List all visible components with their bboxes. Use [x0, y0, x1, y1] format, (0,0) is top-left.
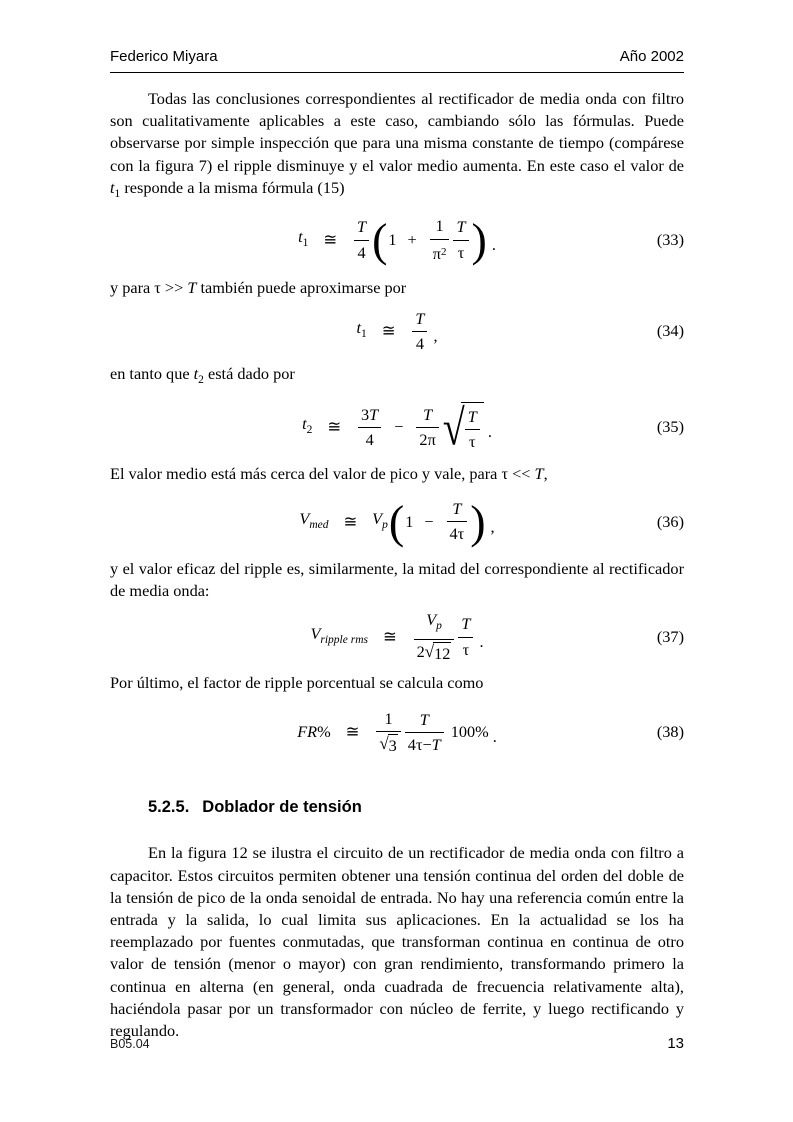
section-number: 5.2.5.	[148, 798, 190, 817]
equation-number: (37)	[656, 626, 684, 646]
percent-sign: %	[317, 722, 331, 742]
fraction-numerator: T	[357, 217, 367, 237]
math-var: FR	[297, 722, 318, 742]
radicand: 3	[388, 734, 398, 757]
fraction-denominator: 4	[354, 240, 369, 264]
fraction-numerator: T	[467, 406, 477, 426]
inline-math-var: t	[110, 177, 115, 197]
fraction-denominator: 4	[358, 427, 381, 451]
math-pi: π	[432, 243, 441, 263]
math-var: t	[356, 318, 361, 338]
equation-number: (35)	[656, 417, 684, 437]
approx-equal-symbol: ≅	[383, 626, 397, 646]
document-code: B05.04	[110, 1037, 150, 1051]
math-term	[372, 508, 388, 536]
equation-number: (33)	[656, 229, 684, 249]
text-line	[110, 277, 684, 299]
formula-38	[297, 708, 497, 757]
approx-equal-symbol: ≅	[345, 722, 360, 742]
paragraph-text: en tanto que	[110, 364, 194, 384]
punctuation: .	[491, 234, 496, 254]
fraction	[453, 216, 468, 263]
equation-number: (36)	[656, 511, 684, 531]
fraction	[376, 708, 400, 757]
fraction-denominator	[405, 732, 444, 756]
radical-sign: √	[424, 641, 435, 661]
math-sub: 1	[360, 328, 367, 341]
punctuation: .	[492, 727, 497, 747]
formula-36: $V_{med}$ ≅ $V_p$ ( 1 − $\frac{T}{4\tau}$ ) ,	[299, 495, 495, 548]
approx-equal-symbol: ≅	[343, 511, 358, 531]
fraction	[465, 406, 480, 453]
paragraph-text: El valor medio está más cerca del valor de pico y vale, para τ <<	[110, 464, 535, 484]
math-lhs	[310, 623, 368, 651]
math-sub: 2	[306, 424, 313, 437]
math-sub: p	[382, 518, 388, 531]
text-line	[110, 363, 684, 391]
formula-35	[302, 399, 492, 457]
math-coefficient: 3	[361, 404, 370, 424]
math-exponent: 2	[440, 245, 447, 258]
fraction-numerator: 1	[435, 216, 444, 236]
page-header	[110, 48, 684, 65]
fraction	[358, 404, 381, 451]
paragraph-text: y el valor eficaz del ripple es, similarmente, la mitad del correspondiente al rectificador de media onda:	[110, 558, 684, 600]
approx-equal-symbol: ≅	[381, 321, 396, 341]
square-root	[425, 642, 452, 665]
fraction-denominator: 2π	[416, 427, 438, 451]
fraction	[412, 308, 427, 355]
page-footer	[110, 1035, 684, 1052]
math-var: V	[310, 623, 321, 643]
paragraph-text: y para τ >>	[110, 278, 188, 298]
fraction-numerator: 1	[384, 708, 393, 728]
square-root: √ $\frac{T}{\tau}$	[443, 402, 484, 453]
radicand: 12	[433, 642, 451, 665]
math-var: T	[431, 734, 441, 754]
math-var: t	[302, 414, 307, 434]
section-title: Doblador de tensión	[202, 798, 362, 817]
fraction	[414, 609, 455, 664]
math-term: 1	[388, 229, 397, 249]
minus-operator: −	[422, 734, 432, 754]
text-line	[110, 463, 684, 485]
math-lhs	[297, 721, 330, 743]
plus-operator: +	[407, 229, 417, 249]
header-year: Año 2002	[619, 48, 684, 65]
equation-36	[110, 492, 684, 552]
math-sub: med	[309, 518, 329, 531]
paragraph-text: está dado por	[203, 364, 295, 384]
equation-38	[110, 702, 684, 762]
math-coefficient: 2	[416, 641, 425, 661]
inline-math-sub: 1	[114, 187, 121, 200]
paragraph-text: Por último, el factor de ripple porcentual se calcula como	[110, 673, 484, 693]
formula-33: $t_1$ ≅ $\frac{T}{4}$ ( 1 + $\frac{1}{\pi^2}$ $\frac{T}{\tau}$ ) .	[298, 213, 496, 266]
math-sub: 1	[302, 236, 309, 249]
math-sub: ripple rms	[320, 633, 368, 646]
punctuation: ,	[433, 326, 438, 346]
fraction-numerator: T	[461, 614, 471, 634]
paragraph-text: también puede aproximarse por	[196, 278, 407, 298]
fraction-numerator: T	[452, 498, 462, 518]
fraction-denominator	[430, 239, 450, 265]
header-author: Federico Miyara	[110, 48, 218, 65]
fraction-denominator: 4τ	[447, 521, 468, 545]
inline-math-var: T	[534, 464, 544, 484]
inline-math-var: T	[187, 278, 197, 298]
math-lhs	[298, 226, 308, 254]
page-content	[110, 88, 684, 1042]
paragraph-doubler	[110, 842, 684, 1042]
radical-sign: √	[379, 733, 389, 753]
minus-operator: −	[424, 511, 434, 531]
formula-34	[356, 308, 437, 355]
math-sub: p	[436, 620, 442, 633]
approx-equal-symbol: ≅	[327, 417, 342, 437]
formula-37	[310, 609, 483, 664]
fraction	[447, 498, 468, 545]
punctuation: .	[487, 422, 492, 442]
header-rule	[110, 72, 684, 73]
fraction-denominator: τ	[465, 429, 480, 453]
equation-34	[110, 307, 684, 355]
paragraph-text: Todas las conclusiones correspondientes al rectificador de media onda con filtro son cualitativamente aplicables a este caso, cambiando sólo las fórmulas. Puede observarse por simple inspección que para una misma constante de tiempo (compárese con la figura 7) el ripple disminuye y el valor medio aumenta. En este caso el valor de	[110, 89, 684, 175]
math-term: 1	[405, 511, 414, 531]
math-var: T	[369, 404, 379, 424]
fraction-numerator: T	[415, 308, 425, 328]
page-number: 13	[667, 1035, 684, 1052]
paragraph-intro	[110, 88, 684, 205]
paragraph-ripple	[110, 558, 684, 602]
math-var: V	[299, 508, 310, 528]
square-root	[379, 734, 397, 757]
fraction-numerator: T	[423, 404, 433, 424]
fraction	[354, 216, 369, 263]
fraction-numerator	[358, 404, 381, 427]
equation-37	[110, 608, 684, 666]
fraction	[416, 404, 438, 451]
section-heading	[148, 796, 684, 818]
math-lhs	[299, 508, 328, 536]
fraction	[430, 215, 450, 264]
paragraph-text: En la figura 12 se ilustra el circuito de un rectificador de media onda con filtro a capacitor. Estos circuitos permiten obtener una tensión continua del orden del doble de la tensión de pico de la onda senoidal de entrada. No hay una referencia común entre la entrada y la salida, lo cual limita sus aplicaciones. En la actualidad se los ha reemplazado por fuentes conmutadas, que transforman continua en continua de otro valor de tensión (menor o mayor) con gran rendimiento, transformando primero la continua en alterna (en general, onda cuadrada de frecuencia relativamente alta), haciéndola pasar por un transformador con núcleo de ferrite, y luego rectificando y regulando.	[110, 843, 684, 1041]
minus-operator: −	[394, 417, 404, 437]
equation-35	[110, 398, 684, 456]
equation-number: (38)	[656, 722, 684, 742]
equation-33	[110, 209, 684, 271]
fraction-denominator: τ	[453, 240, 468, 264]
equation-number: (34)	[656, 321, 684, 341]
fraction-denominator	[376, 731, 400, 757]
math-var: V	[372, 508, 383, 528]
fraction-numerator: T	[419, 709, 429, 729]
inline-math-sub: 2	[198, 374, 204, 387]
math-term: 100%	[450, 722, 489, 742]
fraction-numerator: T	[456, 217, 466, 237]
inline-math-var: t	[193, 364, 199, 384]
punctuation: .	[479, 631, 484, 651]
fraction-numerator	[414, 609, 455, 638]
paragraph-text: ,	[543, 464, 548, 484]
math-lhs	[356, 317, 366, 345]
fraction-denominator: τ	[458, 637, 473, 661]
math-var: t	[298, 226, 303, 246]
paragraph-text: responde a la misma fórmula (15)	[120, 177, 345, 197]
fraction-denominator	[414, 639, 455, 665]
text-line	[110, 672, 684, 694]
math-lhs	[302, 413, 312, 441]
punctuation: ,	[490, 516, 495, 536]
fraction-denominator: 4	[412, 331, 427, 355]
math-term: 4τ	[407, 734, 423, 754]
math-var: V	[426, 610, 437, 630]
approx-equal-symbol: ≅	[323, 229, 337, 249]
fraction	[458, 613, 473, 660]
fraction	[405, 709, 444, 756]
